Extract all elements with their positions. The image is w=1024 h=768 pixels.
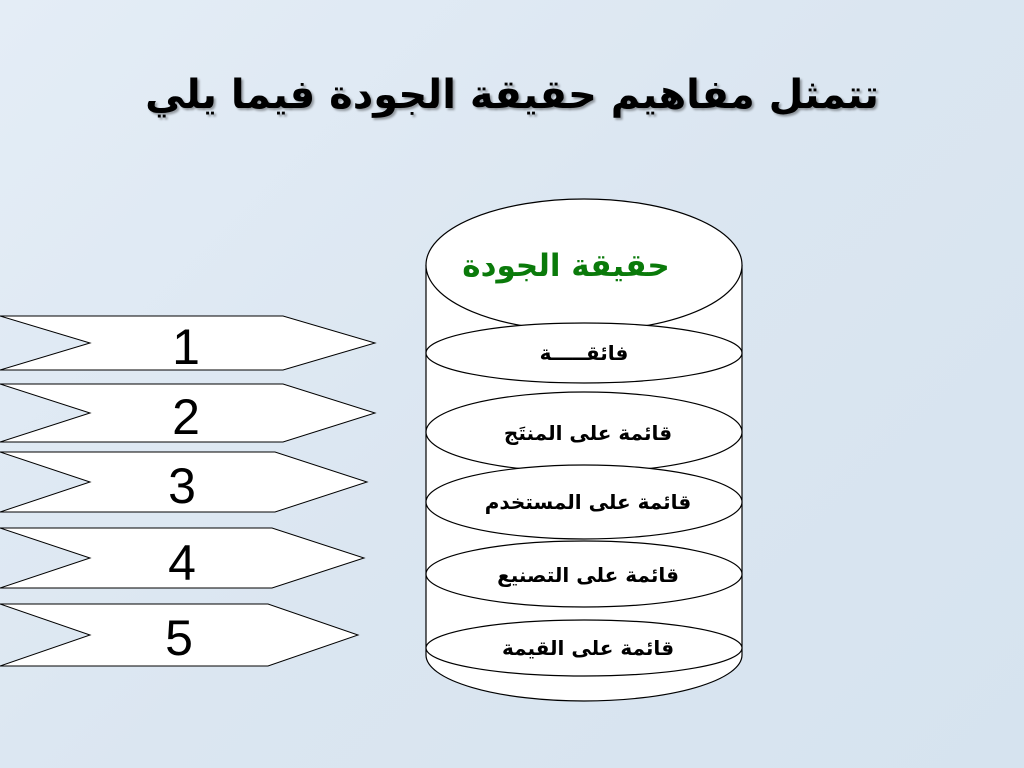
layer-2 — [426, 392, 742, 472]
arrow-4-number: 4 — [168, 535, 196, 591]
arrow-2 — [0, 384, 375, 445]
arrow-1 — [0, 316, 375, 375]
layer-3 — [426, 465, 742, 539]
slide-title: تتمثل مفاهيم حقيقة الجودة فيما يلي — [145, 72, 879, 118]
arrow-3-number: 3 — [168, 458, 196, 514]
arrow-2-number: 2 — [172, 389, 200, 445]
arrow-3 — [0, 452, 367, 514]
arrow-4 — [0, 528, 364, 591]
cylinder-title: حقيقة الجودة — [462, 248, 670, 284]
layer-1 — [426, 323, 742, 383]
layer-3-label: قائمة على المستخدم — [484, 490, 692, 514]
quality-cylinder — [426, 199, 742, 701]
arrow-1-number: 1 — [172, 319, 200, 375]
layer-2-label: قائمة على المنتَج — [503, 421, 673, 445]
layer-4-label: قائمة على التصنيع — [497, 563, 679, 587]
layer-5 — [426, 620, 742, 676]
layer-1-label: فائقـــــة — [539, 341, 629, 365]
arrow-5-number: 5 — [165, 610, 193, 666]
layer-4 — [426, 541, 742, 607]
arrow-5 — [0, 604, 358, 666]
layer-5-label: قائمة على القيمة — [501, 636, 675, 660]
